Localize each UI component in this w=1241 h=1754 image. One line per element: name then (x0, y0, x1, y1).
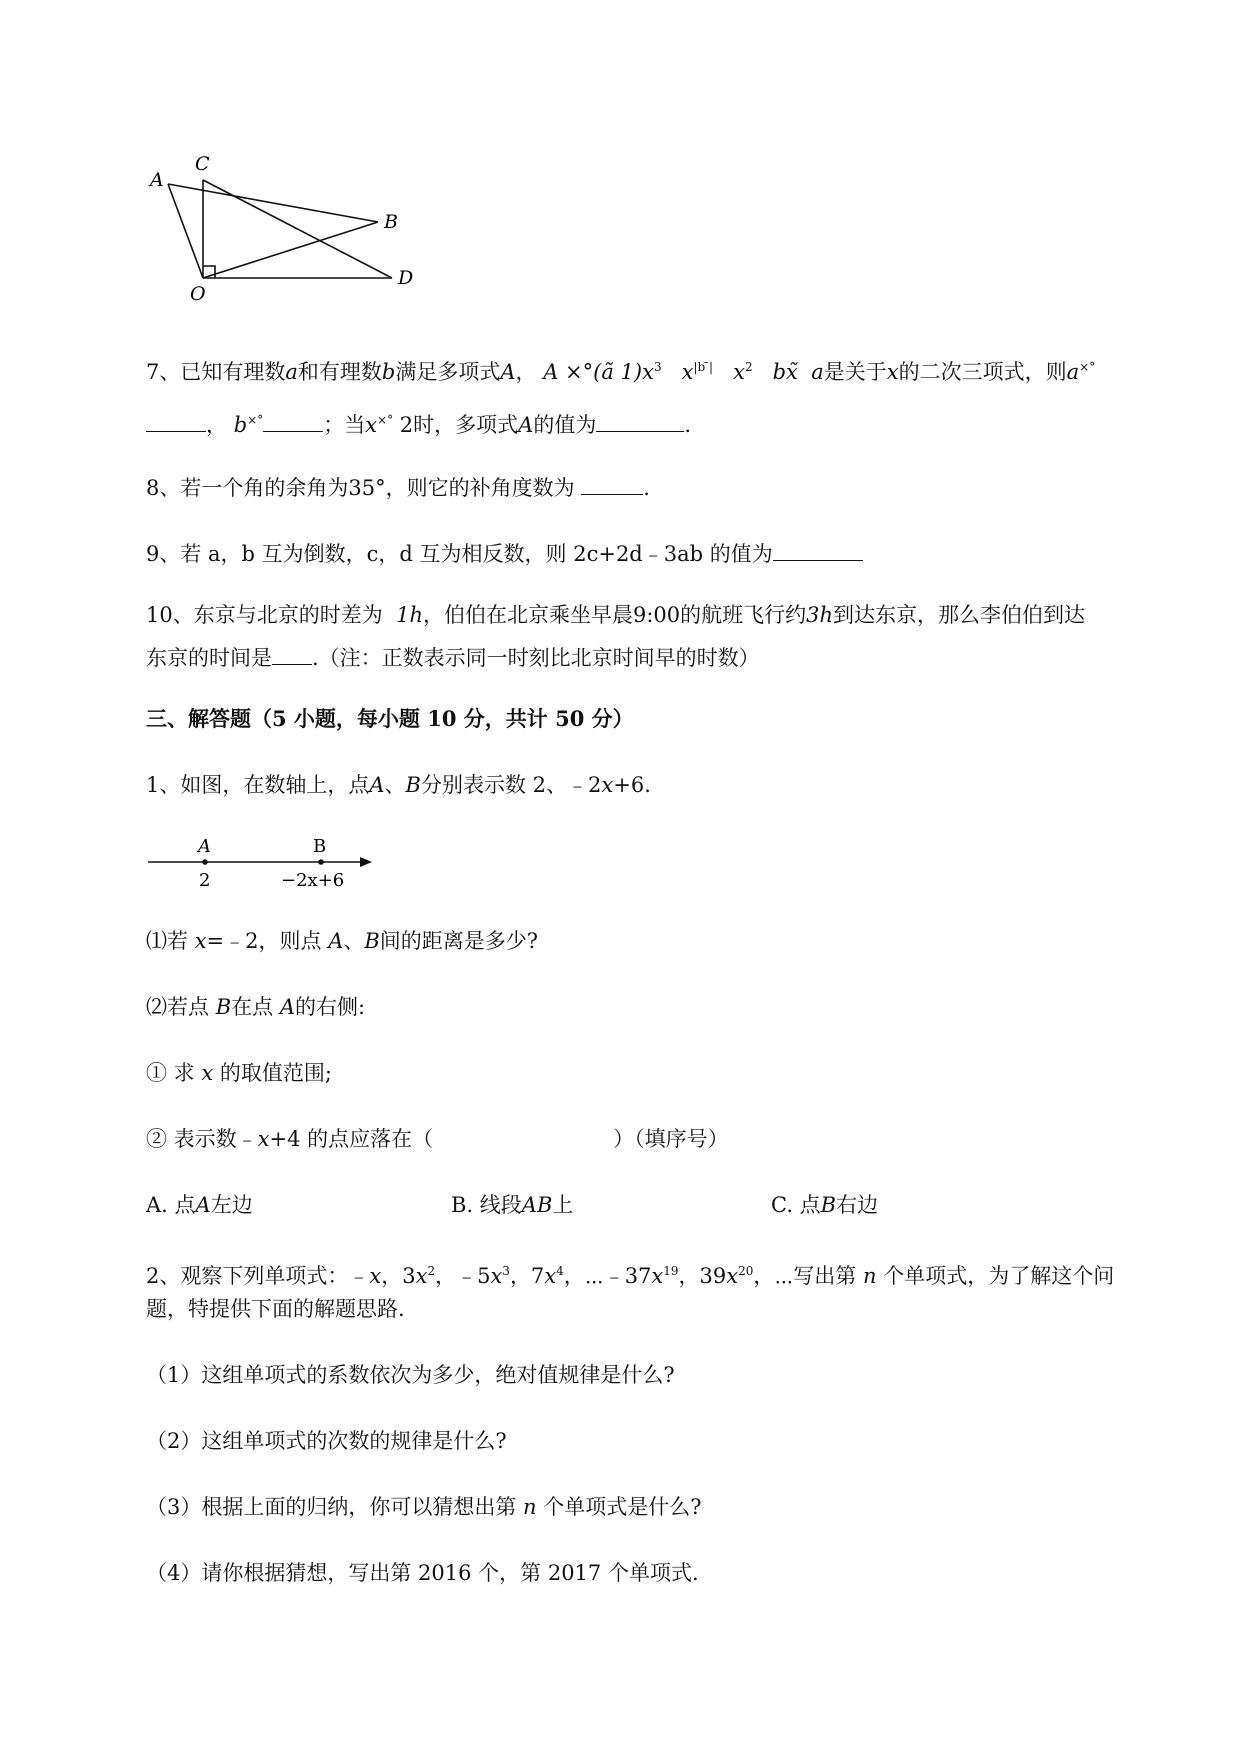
q8: 8、若一个角的余角为35°，则它的补角度数为 . (146, 472, 650, 503)
q8-blank[interactable] (581, 472, 643, 495)
p2-line2: 题，特提供下面的解题思路. (146, 1297, 405, 1321)
q7-blank-a[interactable] (146, 409, 206, 432)
label-a: A (150, 169, 164, 191)
q10-line2: 东京的时间是 .（注：正数表示同一时刻比北京时间早的时数） (146, 642, 760, 673)
p2-sub3: （3）根据上面的归纳，你可以猜想出第 n 个单项式是什么? (146, 1495, 702, 1519)
p2-sub4: （4）请你根据猜想，写出第 2016 个，第 2017 个单项式. (146, 1561, 699, 1585)
q7-formula: A ×°(ã 1)x (543, 360, 654, 384)
p2-line1: 2、观察下列单项式：﹣x，$3x^2$，$﹣5x^3$，$7x^4$，$\cdots﹣37x^{19}$，$39x^{20}$，⋯写出第 n 个单项式，为了解这个问 (146, 1264, 1115, 1288)
numberline-label-a: A (198, 836, 211, 857)
p1-sub2-item2: ② 表示数﹣x+4 的点应落在（ ）（填序号） (146, 1127, 729, 1151)
q10-blank[interactable] (272, 642, 312, 665)
q9-blank[interactable] (773, 538, 863, 561)
option-a: A. 点A左边 (146, 1193, 253, 1217)
p1-options (146, 1190, 878, 1220)
label-b: B (384, 211, 398, 233)
p1-sub1: ⑴若 x=﹣2，则点 A、B间的距离是多少? (146, 929, 539, 953)
numberline-value-a: 2 (199, 870, 211, 891)
numberline-value-b: −2x+6 (281, 870, 345, 891)
section-3-title: 三、解答题（5 小题，每小题 10 分，共计 50 分） (146, 706, 634, 731)
option-c: C. 点B右边 (771, 1193, 879, 1217)
geometry-figure (140, 150, 440, 310)
q10-line1: 10、东京与北京的时差为 1h，伯伯在北京乘坐早晨9:00的航班飞行约3h到达东京，那么李伯伯到达 (146, 603, 1086, 627)
q7-line2: ， b×° ；当x×° 2时，多项式A的值为 . (146, 405, 691, 440)
q7-blank-b[interactable] (263, 409, 323, 432)
p1-sub2-item1: ① 求 x 的取值范围; (146, 1061, 332, 1085)
q9: 9、若 a，b 互为倒数，c，d 互为相反数，则 2c+2d﹣3ab 的值为 (146, 538, 863, 569)
number-line-figure (148, 832, 388, 902)
p1-sub2: ⑵若点 B在点 A的右侧: (146, 995, 366, 1019)
label-c: C (195, 153, 210, 175)
q7-line1: 7、已知有理数a和有理数b满足多项式A， A ×°(ã $1)x^3$ $x^{|b ̄|}$ $x^2$ bx̃ a是关于x的二次三项式，则a×° (146, 360, 1096, 384)
option-b: B. 线段AB上 (451, 1193, 574, 1217)
q7-blank-value[interactable] (596, 409, 684, 432)
p2-sub1: （1）这组单项式的系数依次为多少，绝对值规律是什么? (146, 1363, 675, 1387)
p2-sub2: （2）这组单项式的次数的规律是什么? (146, 1429, 507, 1453)
numberline-label-b: B (313, 836, 327, 857)
label-d: D (398, 267, 414, 289)
p1-intro: 1、如图，在数轴上，点A、B分别表示数 2、﹣2x+6. (146, 773, 651, 797)
label-o: O (190, 283, 206, 305)
